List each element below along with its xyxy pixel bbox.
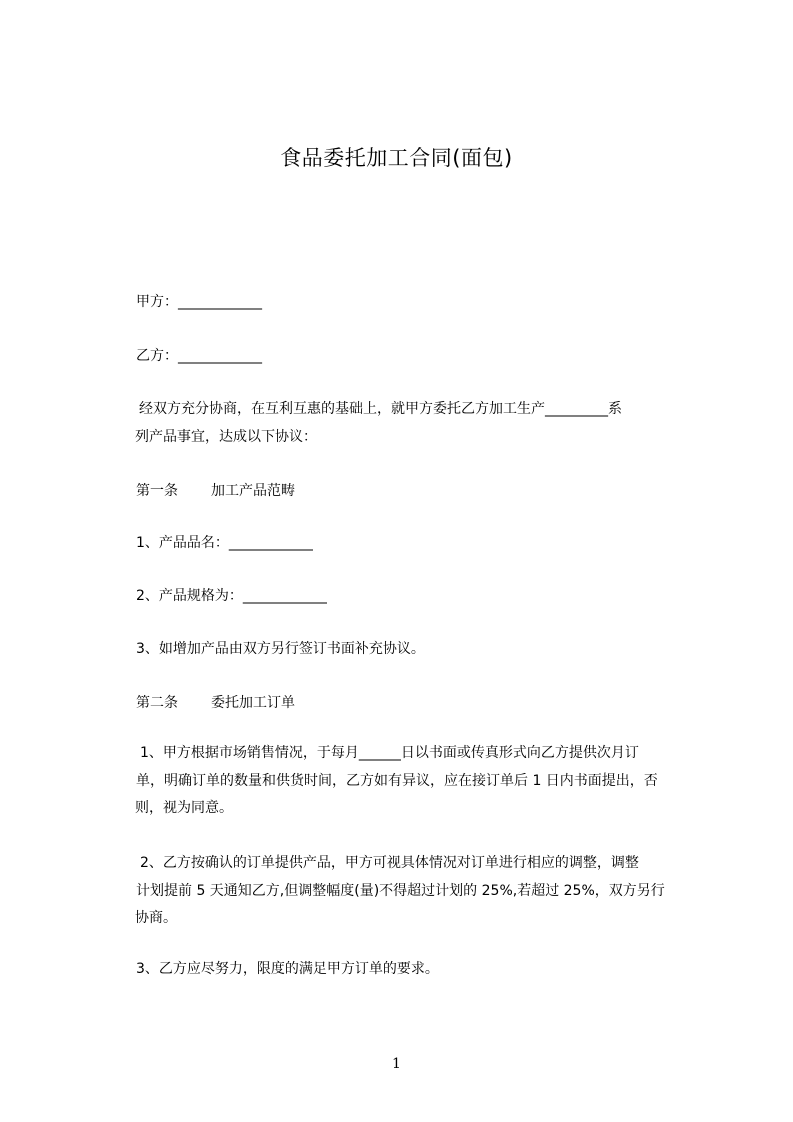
party-a-line: 甲方：____________	[136, 294, 262, 310]
clause-1-line-2: 单，明确订单的数量和供货时间，乙方如有异议，应在接订单后 1 日内书面提出，否	[136, 772, 658, 789]
clause-2-line-3: 协商。	[135, 910, 177, 926]
intro-paragraph	[107, 396, 699, 451]
party-b-line: 乙方：____________	[136, 348, 262, 364]
article-2-clause-1	[107, 740, 699, 823]
document-title: 食品委托加工合同(面包)	[280, 146, 513, 170]
article-1-title: 加工产品范畴	[211, 483, 295, 499]
article-2-heading	[136, 692, 295, 712]
article-1-item-2: 2、产品规格为：____________	[136, 588, 327, 604]
article-2-clause-2	[107, 850, 699, 933]
article-1-heading	[136, 480, 295, 500]
clause-2-line-2: 计划提前 5 天通知乙方,但调整幅度(量)不得超过计划的 25%,若超过 25%，双方另行	[136, 882, 665, 899]
article-2-clause-3: 3、乙方应尽努力，限度的满足甲方订单的要求。	[136, 961, 439, 977]
clause-1-line-3: 则，视为同意。	[135, 800, 233, 816]
article-1-number: 第一条	[136, 483, 178, 499]
clause-1-line-1: 1、甲方根据市场销售情况，于每月______日以书面或传真形式向乙方提供次月订	[140, 745, 639, 761]
page-number: 1	[392, 1056, 401, 1072]
article-1-item-3: 3、如增加产品由双方另行签订书面补充协议。	[136, 641, 425, 657]
clause-2-line-1: 2、乙方按确认的订单提供产品，甲方可视具体情况对订单进行相应的调整，调整	[140, 855, 639, 871]
article-1-item-1: 1、产品品名：____________	[136, 535, 313, 551]
article-2-number: 第二条	[136, 695, 178, 711]
intro-line-2: 列产品事宜，达成以下协议：	[135, 428, 317, 445]
intro-line-1: 经双方充分协商，在互利互惠的基础上，就甲方委托乙方加工生产_________系	[139, 401, 622, 417]
article-2-title: 委托加工订单	[211, 695, 295, 711]
